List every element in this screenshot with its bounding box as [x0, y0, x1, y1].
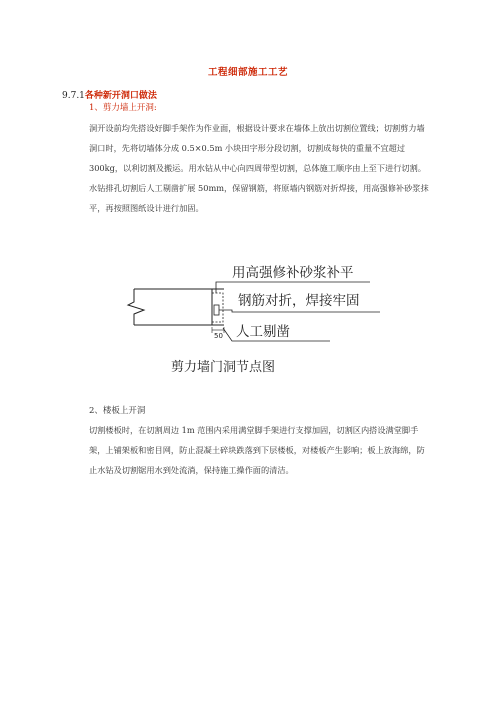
dimension-label: 50	[214, 332, 223, 340]
section-number: 9.7.1	[62, 91, 85, 101]
wall-opening-diagram	[120, 250, 410, 350]
subheading-slab-opening: 2、楼板上开洞	[89, 406, 146, 416]
paragraph-wall-opening: 洞开设前均先搭设好脚手架作为作业面，根据设计要求在墙体上放出切割位置线；切割剪力墙洞口时，先将切墙体分成 0.5×0.5m 小块田字形分段切割，切割成每快的重量不宜超过 300kg，以利切割及搬运。用水钻从中心向四周带型切割，总体施工顺序由上至下进行切割。水钻排孔切割后人工剔凿扩展 50mm，保留钢筋，将原墙内钢筋对折焊接，用高强修补砂浆抹平，再按照图纸设计进行加固。	[89, 123, 429, 213]
label-rebar: 钢筋对折，焊接牢固	[238, 293, 360, 309]
label-mortar: 用高强修补砂浆补平	[232, 265, 354, 281]
document-title: 工程细部施工工艺	[207, 67, 288, 78]
break-symbol	[128, 289, 144, 325]
subheading-wall-opening: 1、剪力墙上开洞:	[89, 103, 157, 113]
section-heading	[62, 88, 157, 101]
leader-line-2	[219, 310, 380, 312]
diagram-caption: 剪力墙门洞节点图	[171, 360, 276, 375]
leader-line-1	[216, 282, 370, 293]
rebar-fold	[214, 305, 219, 315]
section-title: 各种新开洞口做法	[84, 91, 157, 101]
paragraph-slab-opening: 切割楼板时，在切割周边 1m 范围内采用满堂脚手架进行支撑加固，切割区内搭设满堂脚手架，上铺架板和密目网，防止混凝土碎块跌落到下层楼板，对楼板产生影响；板上放海绵，防止水钻及切割锯用水到处流淌，保持施工操作面的清洁。	[89, 425, 425, 475]
label-chisel: 人工剔凿	[236, 324, 290, 340]
